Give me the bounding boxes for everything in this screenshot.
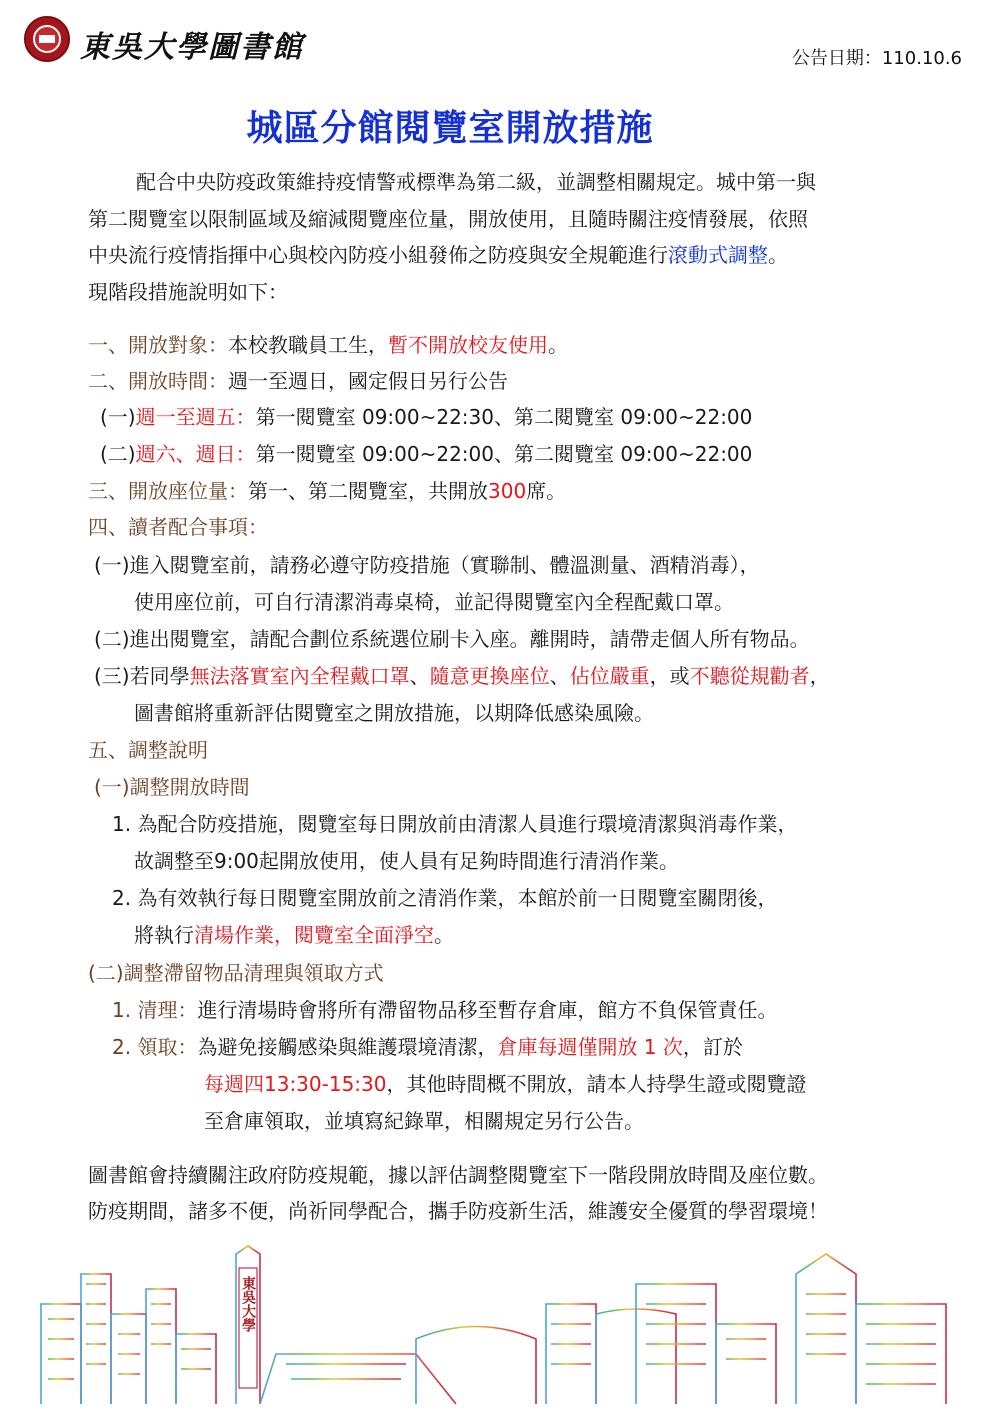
item-text: ，訂於 — [682, 1035, 743, 1059]
intro-line — [88, 237, 948, 274]
item-text: ，其他時間概不開放，請本人持學生證或閱覽證 — [386, 1072, 807, 1096]
adjustment-text: 將執行 — [134, 923, 194, 947]
rule-text: 、 — [409, 664, 430, 688]
red-highlight: 不聽從規勸者 — [689, 664, 810, 688]
adjustment-item: 1. 為配合防疫措施，閱覽室每日開放前由清潔人員進行環境清潔與消毒作業， — [112, 812, 798, 836]
item-label: 2. 領取： — [112, 1035, 198, 1059]
item-text: 為避免接觸感染與維護環境清潔， — [197, 1035, 498, 1059]
weekday-hours — [100, 403, 752, 431]
rule-item: (一)進入閱覽室前，請務必遵守防疫措施（實聯制、體溫測量、酒精消毒）， — [94, 553, 760, 577]
intro-text: 中央流行疫情指揮中心與校內防疫小組發佈之防疫與安全規範進行 — [88, 243, 668, 267]
weekend-hours — [100, 440, 752, 468]
rule-item: (二)進出閱覽室，請配合劃位系統選位刷卡入座。離開時，請帶走個人所有物品。 — [94, 627, 810, 651]
red-highlight: 週一至週五： — [135, 405, 256, 429]
rule-text: ， — [809, 664, 830, 688]
red-highlight: 佔位嚴重 — [569, 664, 650, 688]
section-seat-count — [88, 477, 566, 505]
library-logo-text: 東吳大學圖書館 — [80, 30, 304, 65]
section-adjustment: 五、調整說明 — [88, 738, 208, 762]
subsection-heading: (一)調整開放時間 — [94, 775, 250, 799]
announcement-date: 公告日期：110.10.6 — [791, 48, 962, 69]
closing-line: 圖書館會持續關注政府防疫規範，據以評估調整閱覽室下一階段開放時間及座位數。 — [88, 1163, 828, 1187]
intro-line: 配合中央防疫政策維持疫情警戒標準為第二級，並調整相關規定。城中第一與 — [136, 170, 816, 194]
subsection-heading: (二)調整滯留物品清理與領取方式 — [88, 961, 384, 985]
item-text: 進行清場時會將所有滯留物品移至暫存倉庫，館方不負保管責任。 — [197, 998, 778, 1022]
item-text: 第一閱覽室 09:00~22:00、第二閱覽室 09:00~22:00 — [255, 442, 753, 466]
rule-text: 、 — [549, 664, 570, 688]
section-text: 。 — [548, 333, 568, 357]
red-highlight: 週六、週日： — [135, 442, 256, 466]
item-number: (一) — [100, 405, 136, 429]
closing-paragraph — [88, 1157, 828, 1229]
item-number: (二) — [100, 442, 136, 466]
adjustment-text: 。 — [434, 923, 454, 947]
section-label: 二、開放時間： — [88, 369, 228, 393]
adjustment-item: 故調整至9:00起開放使用，使人員有足夠時間進行清消作業。 — [134, 849, 679, 873]
red-highlight: 隨意更換座位 — [429, 664, 550, 688]
section-text: 第一、第二閱覽室，共開放 — [248, 479, 488, 503]
section-label: 一、開放對象： — [88, 333, 228, 357]
university-seal-icon — [24, 16, 70, 62]
intro-paragraph — [88, 164, 948, 310]
section-reader-rules: 四、讀者配合事項： — [88, 515, 268, 539]
section-text: 本校教職員工生， — [228, 333, 388, 357]
intro-line: 第二閱覽室以限制區域及縮減閱覽座位量，開放使用，且隨時關注疫情發展，依照 — [88, 206, 808, 231]
pickup-item: 至倉庫領取，並填寫紀錄單，相關規定另行公告。 — [204, 1109, 644, 1133]
section-open-hours — [88, 367, 508, 395]
cleanup-item — [112, 996, 777, 1024]
rule-item — [94, 662, 830, 690]
campus-skyline-illustration — [36, 1244, 964, 1409]
intro-line: 現階段措施說明如下： — [88, 279, 288, 304]
red-highlight: 無法落實室內全程戴口罩 — [189, 664, 410, 688]
section-text: 席。 — [526, 479, 567, 503]
section-label: 三、開放座位量： — [88, 479, 248, 503]
red-highlight: 每週四13:30-15:30 — [204, 1072, 387, 1096]
page-title: 城區分館閱覽室開放措施 — [246, 108, 654, 149]
red-highlight: 300 — [488, 479, 527, 503]
campus-sign-text: 東吳大學 — [240, 1276, 256, 1332]
adjustment-item — [134, 921, 454, 949]
item-label: 1. 清理： — [112, 998, 198, 1022]
pickup-item — [204, 1070, 807, 1098]
rule-text: (三)若同學 — [94, 664, 190, 688]
adjustment-item: 2. 為有效執行每日閱覽室開放前之清消作業，本館於前一日閱覽室關閉後， — [112, 886, 778, 910]
rule-item: 圖書館將重新評估閱覽室之開放措施，以期降低感染風險。 — [134, 701, 654, 725]
intro-text: 。 — [768, 243, 788, 267]
section-text: 週一至週日，國定假日另行公告 — [228, 369, 508, 393]
red-highlight: 清場作業，閱覽室全面淨空 — [194, 923, 434, 947]
pickup-item — [112, 1033, 743, 1061]
section-open-target — [88, 331, 568, 359]
rolling-adjustment-highlight: 滾動式調整 — [668, 243, 768, 267]
red-highlight: 倉庫每週僅開放 1 次 — [497, 1035, 683, 1059]
red-highlight: 暫不開放校友使用 — [388, 333, 548, 357]
rule-item: 使用座位前，可自行清潔消毒桌椅，並記得閱覽室內全程配戴口罩。 — [134, 590, 734, 614]
header — [24, 16, 976, 69]
item-text: 第一閱覽室 09:00~22:30、第二閱覽室 09:00~22:00 — [255, 405, 753, 429]
closing-line: 防疫期間，諸多不便，尚祈同學配合，攜手防疫新生活，維護安全優質的學習環境！ — [88, 1199, 828, 1223]
rule-text: ，或 — [649, 664, 690, 688]
